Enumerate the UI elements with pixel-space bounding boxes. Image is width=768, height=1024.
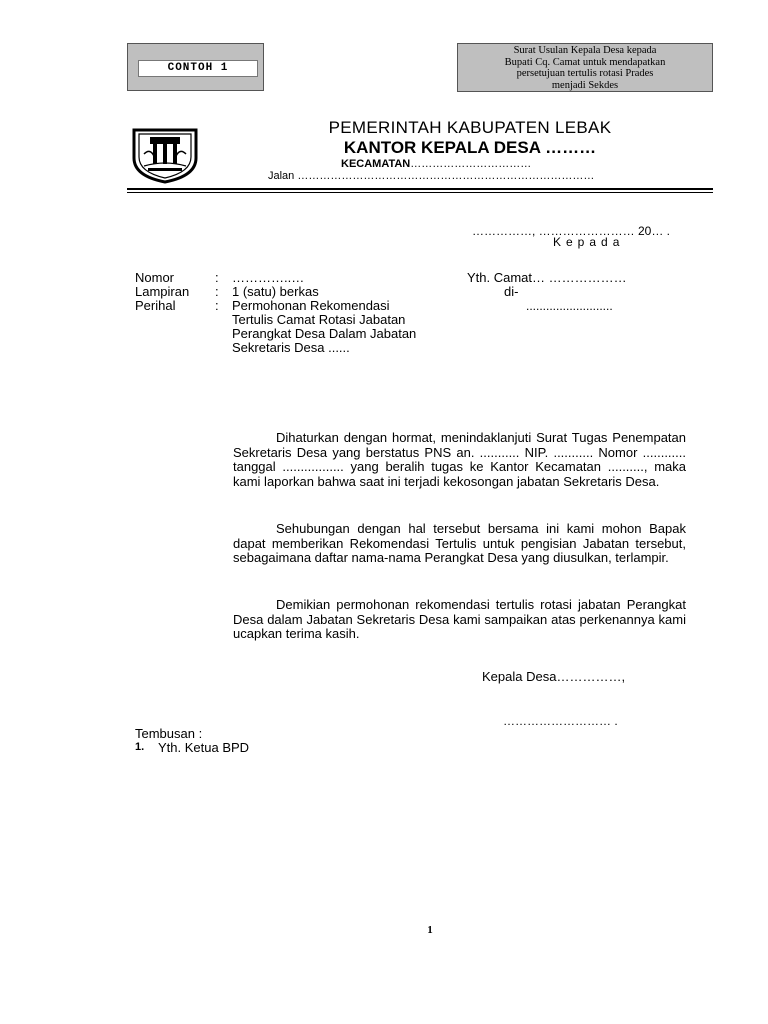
letterhead-line-2: KANTOR KEPALA DESA ……… (343, 138, 597, 157)
kecamatan-value: …………………………… (410, 158, 532, 170)
tembusan-label: Tembusan : (135, 726, 203, 741)
sample-badge-label: CONTOH 1 (138, 60, 258, 77)
body-paragraph-3: Demikian permohonan rekomendasi tertulis rotasi jabatan Perangkat Desa dalam Jabatan Sekretaris Desa kami sampaikan atas perkenannya kami ucapkan terima kasih. (233, 597, 686, 642)
letterhead-address: Jalan ……………………………………………………………………… (268, 170, 595, 182)
perihal-value (232, 299, 416, 355)
note-line: Bupati Cq. Camat untuk mendapatkan (504, 56, 666, 68)
signature-name: ……………………… . (503, 714, 618, 728)
letter-date: ……………, …………………… 20… . (472, 224, 671, 238)
perihal-colon: : (215, 298, 219, 313)
nomor-value: …………..… (232, 270, 305, 285)
signature-title: Kepala Desa……………, (482, 669, 626, 684)
recipient-line-1: Yth. Camat… ……………… (467, 270, 627, 285)
cc-item-text: Yth. Ketua BPD (158, 740, 250, 755)
letterhead-divider (127, 188, 713, 190)
note-box (457, 43, 713, 92)
note-line: Surat Usulan Kepala Desa kepada (513, 45, 657, 56)
note-line: menjadi Sekdes (551, 79, 619, 91)
sample-badge-box (127, 43, 264, 91)
lampiran-label: Lampiran (135, 284, 190, 299)
perihal-line: Perangkat Desa Dalam Jabatan (232, 326, 417, 341)
perihal-line: Tertulis Camat Rotasi Jabatan (232, 312, 406, 327)
page-number: 1 (427, 924, 433, 936)
body-paragraph-2: Sehubungan dengan hal tersebut bersama ini kami mohon Bapak dapat memberikan Rekomendasi Tertulis untuk pengisian Jabatan tersebut, sebagaimana daftar nama-nama Perangkat Desa yang diusulkan, terlampir. (233, 521, 686, 566)
kecamatan-label: KECAMATAN (341, 158, 411, 170)
recipient-line-2: di- (504, 284, 519, 299)
letterhead-kecamatan (341, 158, 531, 170)
cc-item-number: 1. (135, 741, 145, 753)
perihal-label: Perihal (135, 298, 176, 313)
lampiran-colon: : (215, 284, 219, 299)
nomor-colon: : (215, 270, 219, 285)
note-line: persetujuan tertulis rotasi Prades (516, 68, 654, 79)
perihal-line: Sekretaris Desa ...... (232, 340, 350, 355)
recipient-line-3: .......................... (526, 299, 613, 313)
letterhead-divider-thin (127, 192, 713, 193)
nomor-label: Nomor (135, 270, 175, 285)
body-paragraph-1: Dihaturkan dengan hormat, menindaklanjuti Surat Tugas Penempatan Sekretaris Desa yang berstatus PNS an. ........... NIP. ........... Nomor ............ tanggal ................. yang beralih tugas ke Kantor Kecamatan .........., maka kami laporkan bahwa saat ini terjadi kekosongan jabatan Sekretaris Desa. (233, 430, 686, 489)
lampiran-value: 1 (satu) berkas (232, 284, 319, 299)
perihal-line: Permohonan Rekomendasi (232, 298, 390, 313)
letterhead-line-1: PEMERINTAH KABUPATEN LEBAK (328, 118, 612, 137)
regency-emblem-icon (130, 124, 200, 184)
kepada-label: Kepada (553, 235, 625, 249)
